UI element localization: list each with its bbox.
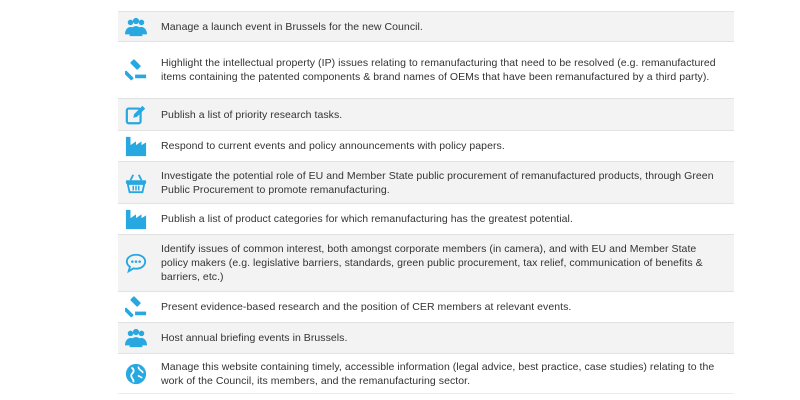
basket-icon	[125, 172, 147, 194]
item-text: Manage a launch event in Brussels for the new Council.	[161, 20, 423, 33]
factory-icon	[125, 135, 147, 157]
users-icon	[125, 327, 147, 349]
list-item	[118, 41, 734, 98]
gavel-icon	[125, 296, 147, 318]
edit-icon	[125, 104, 147, 126]
list-item	[118, 322, 734, 353]
list-item	[118, 353, 734, 394]
list-item	[118, 203, 734, 234]
list-item	[118, 11, 734, 41]
users-icon	[125, 16, 147, 38]
list-item	[118, 161, 734, 203]
gavel-icon	[125, 59, 147, 81]
speech-bubble-icon	[125, 252, 147, 274]
globe-icon	[125, 363, 147, 385]
item-text: Investigate the potential role of EU and Member State public procurement of remanufactured products, through Green Public Procurement to promote remanufacturing.	[161, 169, 714, 196]
list-item	[118, 130, 734, 161]
item-text: Identify issues of common interest, both amongst corporate members (in camera), and with EU and Member State policy makers (e.g. legislative barriers, standards, green public procurement, tax relief, communication of benefits & barriers, etc.)	[161, 243, 703, 283]
item-text: Respond to current events and policy announcements with policy papers.	[161, 140, 505, 152]
factory-icon	[125, 208, 147, 230]
item-text: Highlight the intellectual property (IP) issues relating to remanufacturing that need to be resolved (e.g. remanufactured items containing the patented components & brand names of OEMs that have been remanufactured by a third party).	[161, 57, 716, 83]
item-text: Present evidence-based research and the position of CER members at relevant events.	[161, 301, 572, 313]
item-text: Manage this website containing timely, accessible information (legal advice, best practice, case studies) relating to the work of the Council, its members, and the remanufacturing sector.	[161, 360, 715, 387]
list-item	[118, 98, 734, 130]
list-item	[118, 234, 734, 291]
item-text: Publish a list of product categories for which remanufacturing has the greatest potential.	[161, 213, 573, 225]
action-list	[118, 11, 734, 394]
item-text: Host annual briefing events in Brussels.	[161, 332, 348, 344]
list-item	[118, 291, 734, 322]
item-text: Publish a list of priority research tasks.	[161, 108, 343, 121]
